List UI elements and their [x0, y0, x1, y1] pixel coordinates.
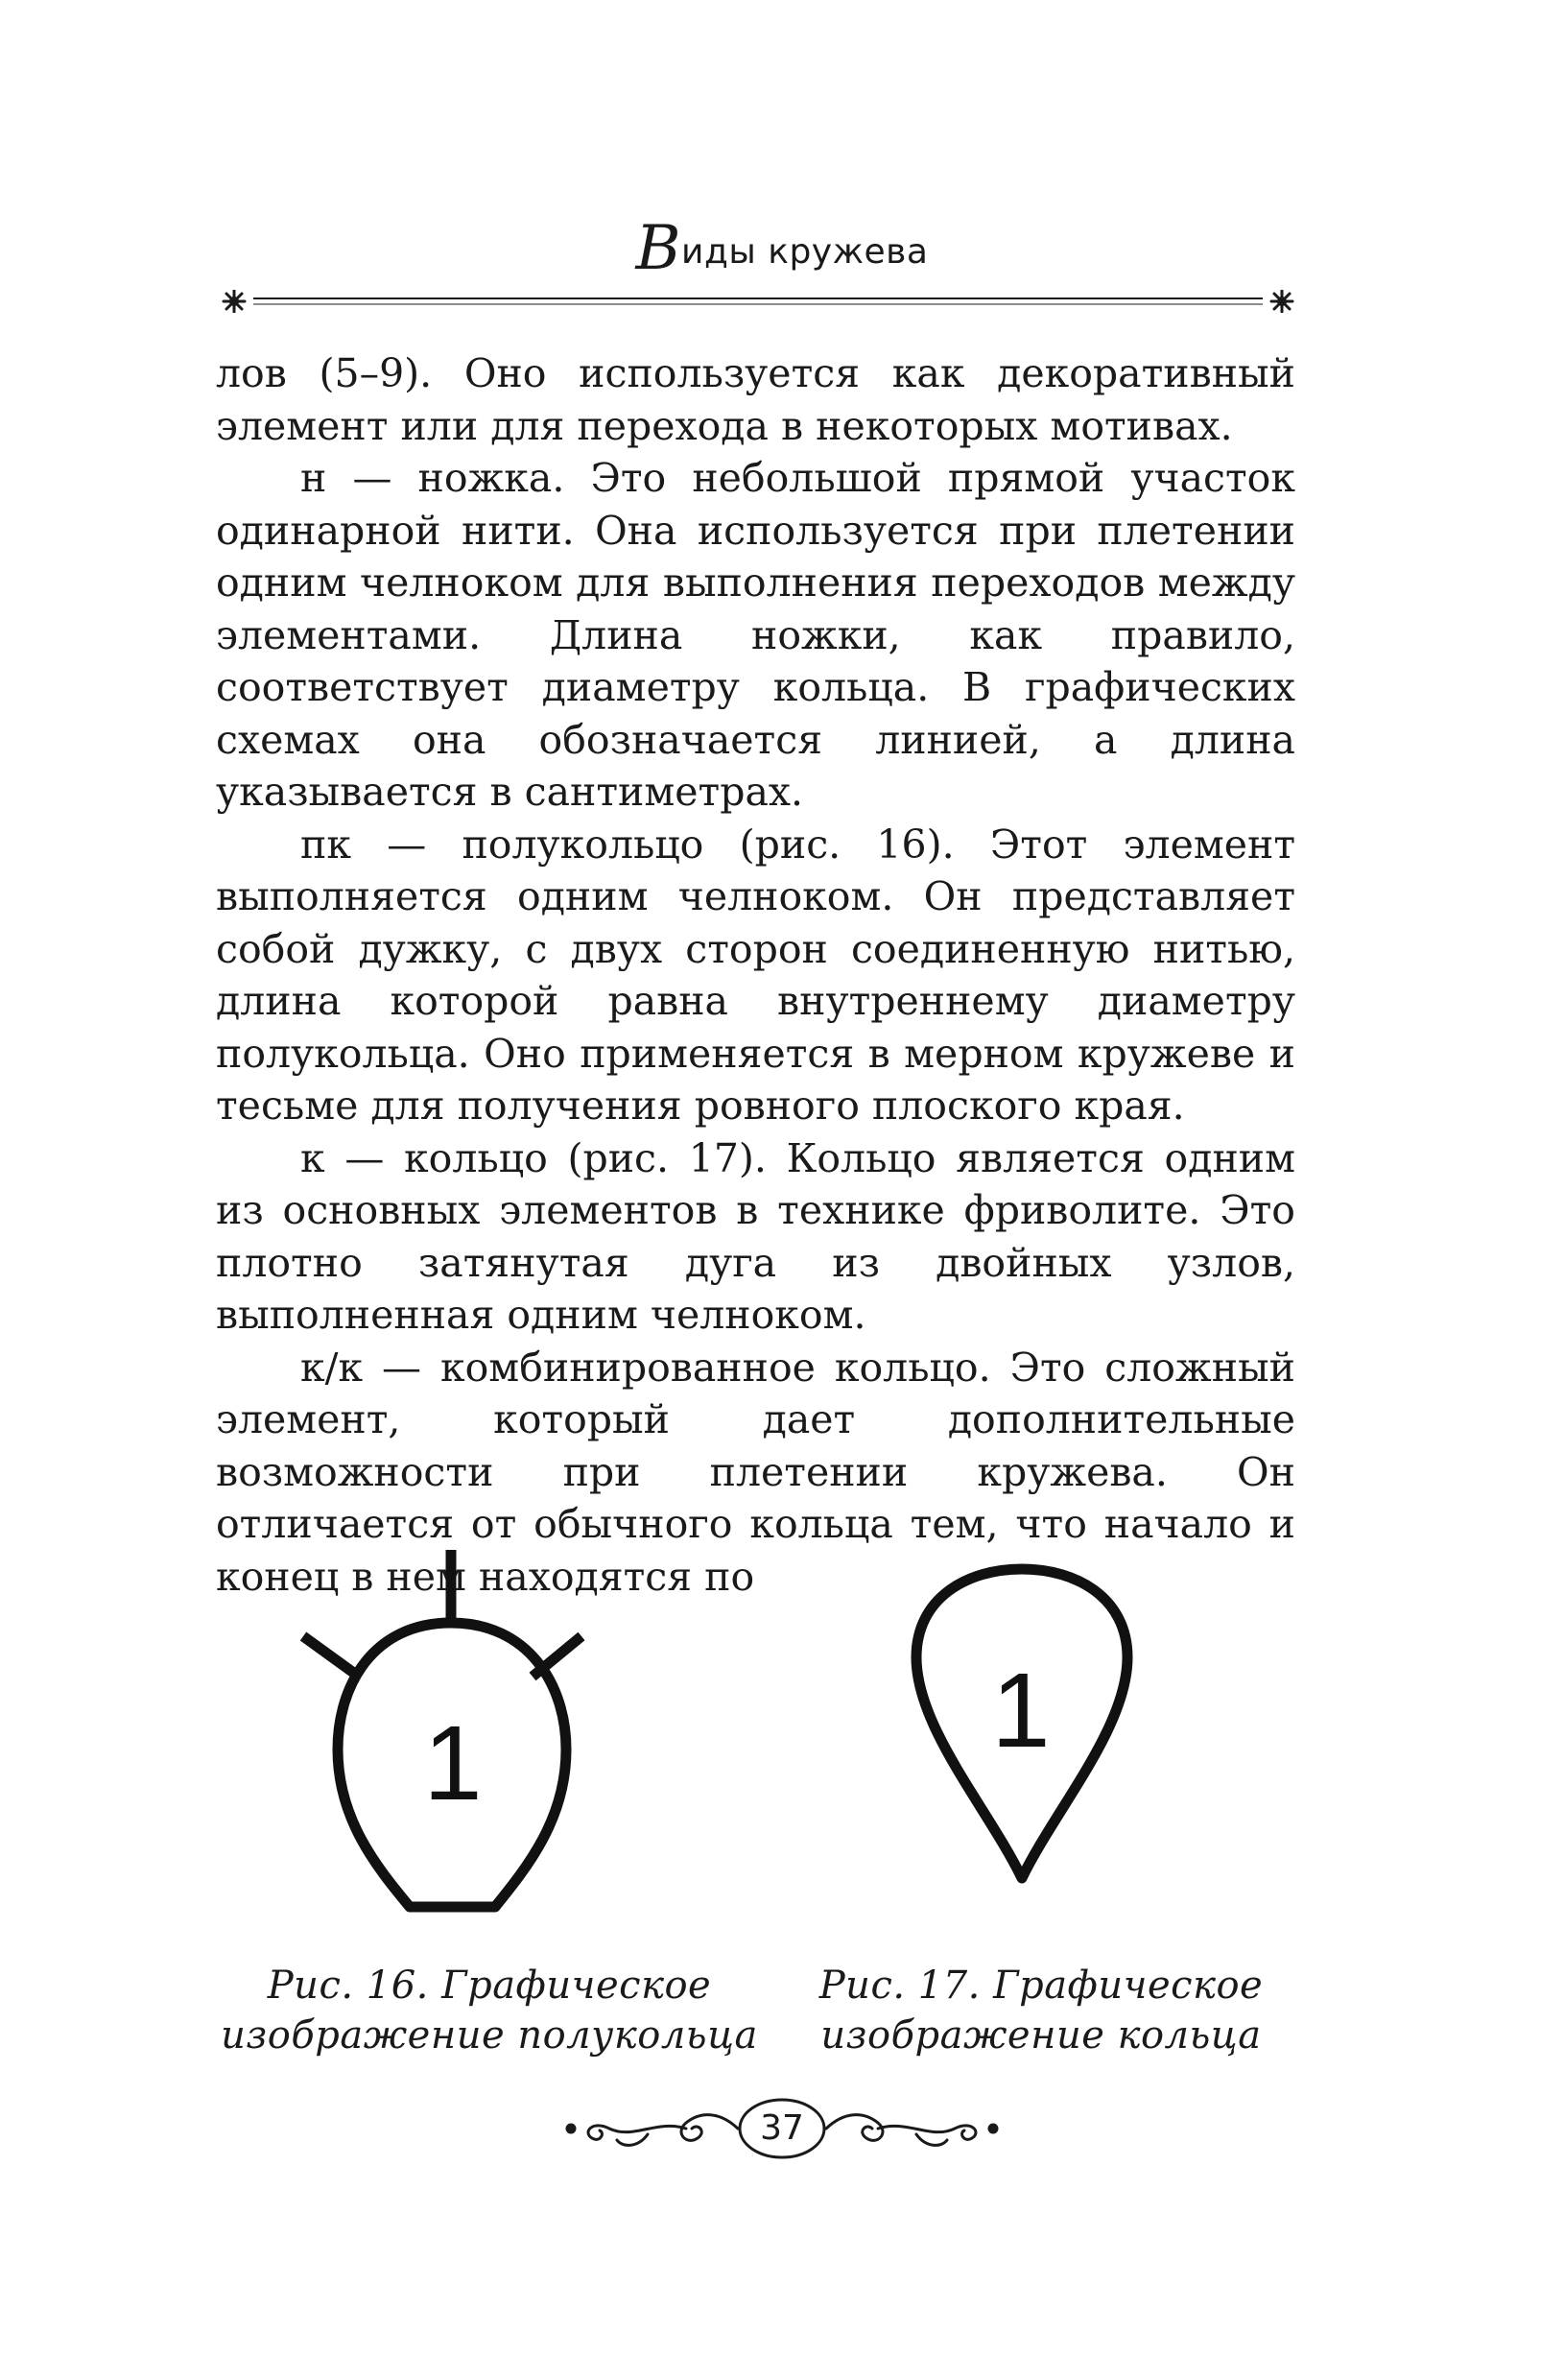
paragraph-continuation: лов (5–9). Оно используется как декоративный элемент или для перехода в некоторых мотивах. — [216, 350, 1295, 449]
page-footer — [542, 2090, 1022, 2167]
flower-ornament-icon-right — [1271, 291, 1292, 312]
flower-ornament-icon-left — [224, 291, 245, 312]
paragraph-kombinirovannoe-koltso: к/к — комбинированное кольцо. Это сложный элемент, который дает дополнительные возможности при плетении кружева. Он отличается от обычного кольца тем, что начало и конец в нем находятся по — [216, 1344, 1295, 1600]
figure-16-caption — [192, 1961, 787, 2060]
paragraph-polukoltso: пк — полукольцо (рис. 16). Этот элемент выполняется одним челноком. Он представляет собой дужку, с двух сторон соединенную нитью, длина которой равна внутреннему диаметру полукольца. Оно применяется в мерном кружеве и тесьме для получения ровного плоского края. — [216, 821, 1295, 1129]
body-text — [216, 347, 1295, 1603]
figure-17-caption-line2: изображение кольца — [820, 2013, 1262, 2058]
figure-17-caption-line1: Рис. 17. Графическое — [818, 1964, 1264, 2008]
header-rule — [221, 290, 1295, 313]
running-title-initial: В — [635, 213, 682, 284]
figure-16-caption-line2: изображение полукольца — [221, 2013, 758, 2058]
running-title-text: иды кружева — [681, 232, 929, 272]
running-header — [0, 202, 1564, 326]
half-ring-diagram — [240, 1550, 739, 1953]
ring-diagram — [787, 1550, 1286, 1953]
figure-17-caption — [744, 1961, 1339, 2060]
running-title — [0, 213, 1564, 284]
figure-16-caption-line1: Рис. 16. Графическое — [267, 1964, 712, 2008]
half-ring-number: 1 — [423, 1704, 483, 1822]
page-number: 37 — [760, 2108, 804, 2148]
ring-number: 1 — [991, 1652, 1051, 1770]
paragraph-nozhka: н — ножка. Это небольшой прямой участок одинарной нити. Она используется при плетении одним челноком для выполнения переходов между элементами. Длина ножки, как правило, соответствует диаметру кольца. В графических схемах она обозначается линией, а длина указывается в сантиметрах. — [216, 455, 1295, 815]
picot-stem-left — [303, 1636, 359, 1677]
paragraph-koltso: к — кольцо (рис. 17). Кольцо является одним из основных элементов в технике фриволите. Это плотно затянутая дуга из двойных узлов, выполненная одним челноком. — [216, 1134, 1295, 1338]
